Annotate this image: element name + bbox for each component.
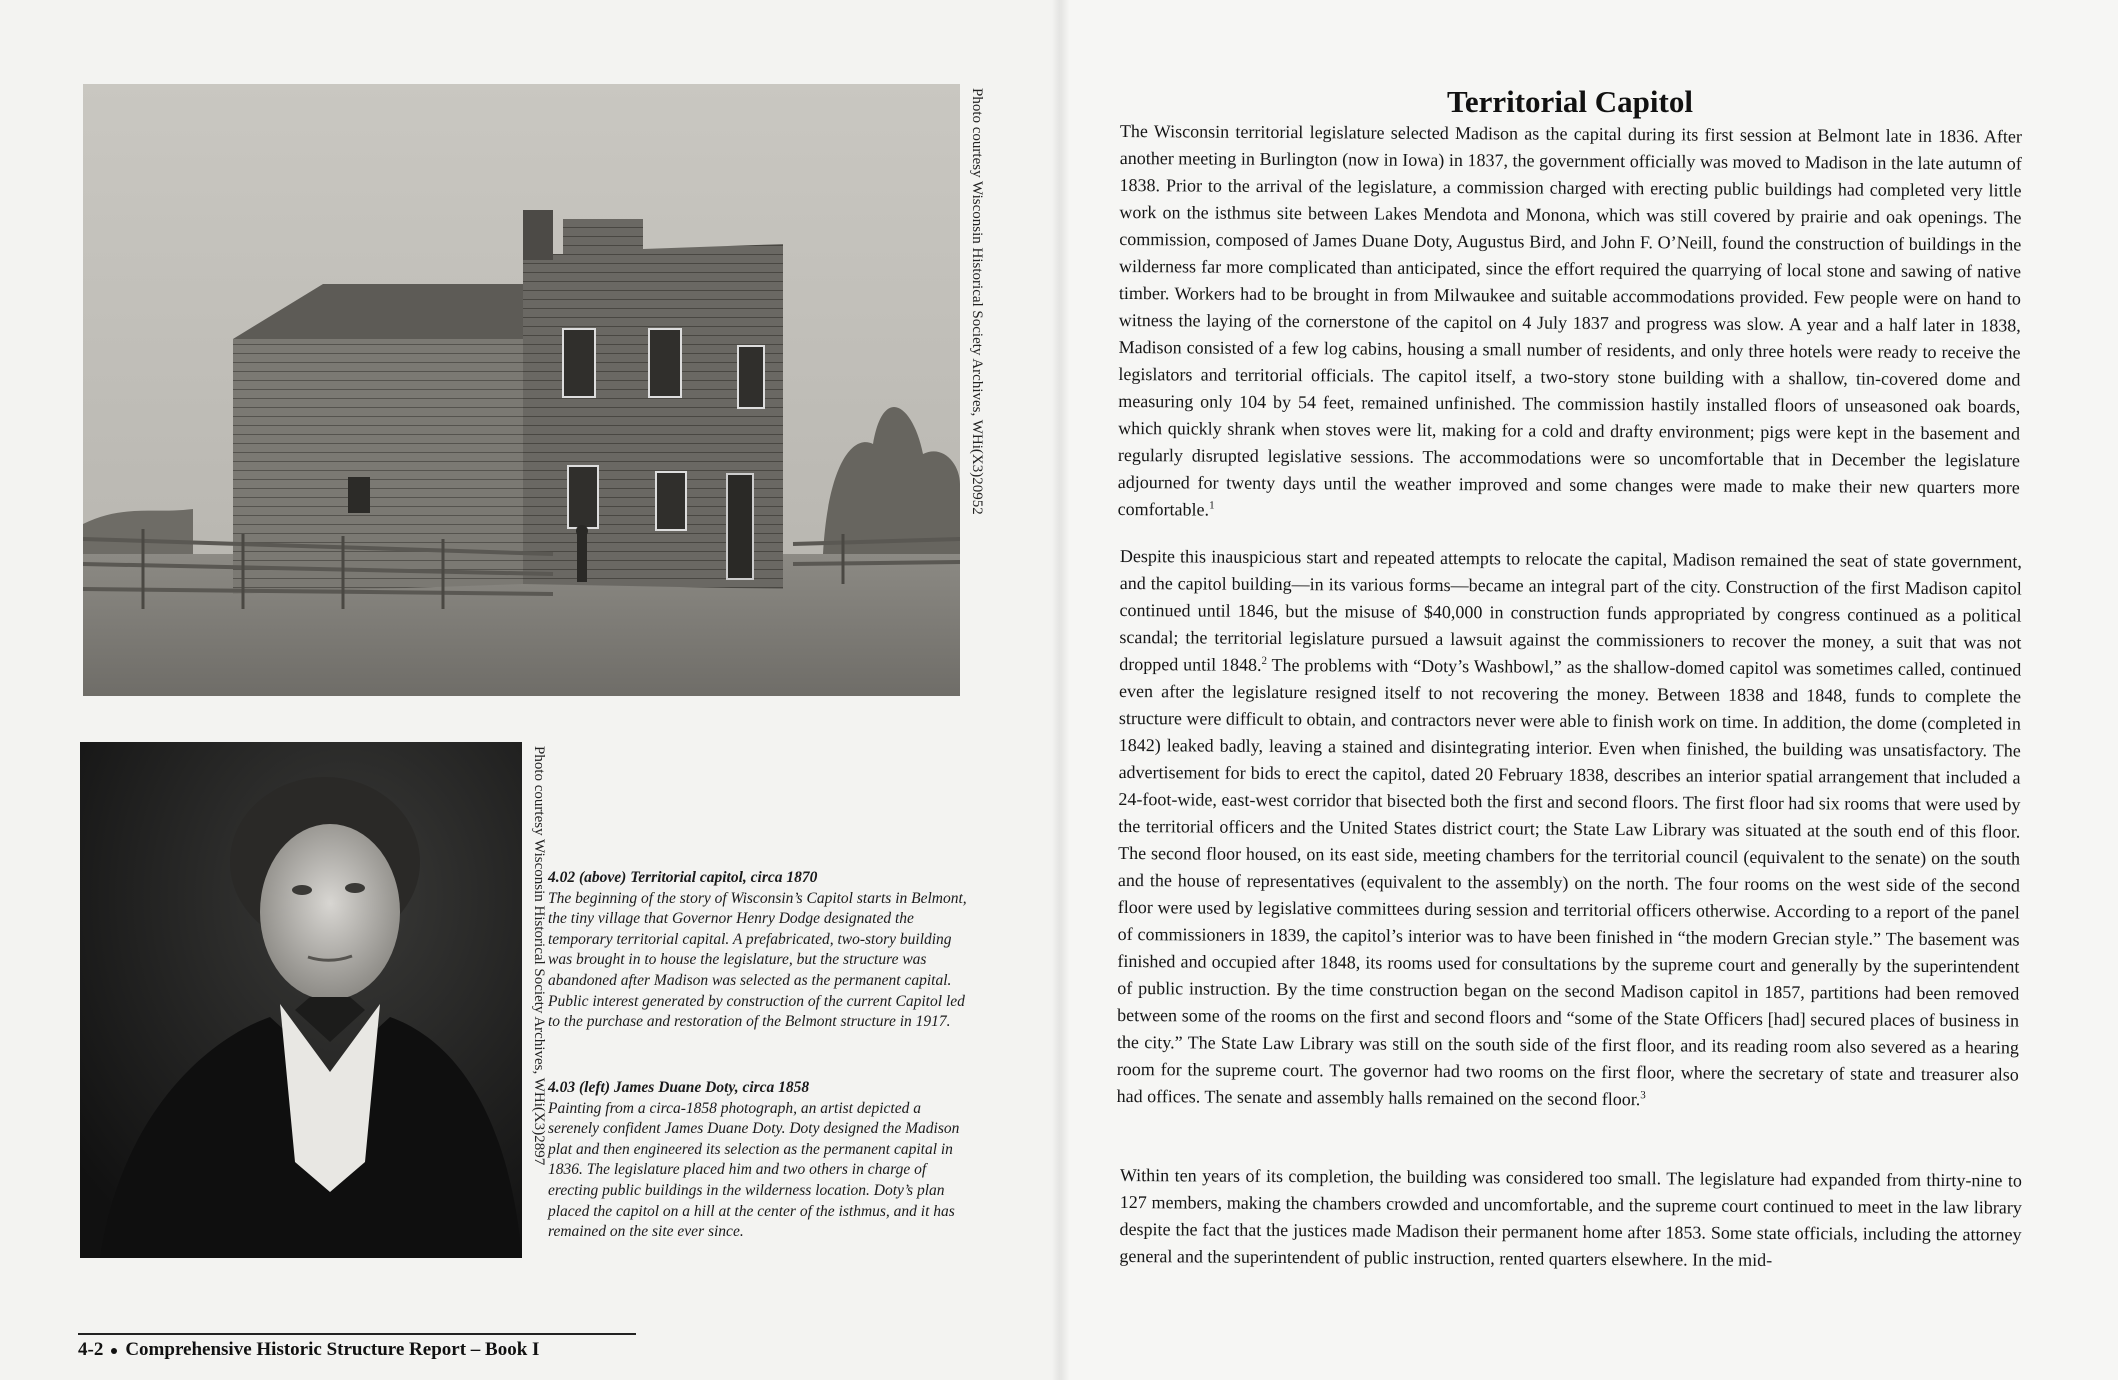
bullet-icon: [111, 1348, 117, 1354]
caption-territorial-capitol: [548, 868, 968, 1033]
caption-text: The beginning of the story of Wisconsin’s Capitol starts in Belmont, the tiny village that Governor Henry Dodge designated the temporary territorial capital. A prefabricated, two-story building was brought in to house the legislature, but the structure was abandoned after Madison was selected as the permanent capital. Public interest generated by construction of the current Capitol led to the purchase and restoration of the Belmont structure in 1917.: [548, 889, 967, 1031]
top-photo-credit: Photo courtesy Wisconsin Historical Society Archives, WHi(X3)20952: [969, 88, 985, 515]
body-paragraph-2: [1117, 543, 2022, 1115]
paragraph-text-continued: The problems with “Doty’s Washbowl,” as the shallow-domed capitol was sometimes called, continued even after the legislature resigned itself to not recovering the money. Between 1838 and 1848, funds to complete the structure were difficult to obtain, and contractors never were able to finish work on time. In addition, the dome (completed in 1842) leaked badly, leaving a stained and disintegrating interior. Even when finished, the building was unsatisfactory. The advertisement for bids to erect the capitol, dated 20 February 1838, describes an interior spatial arrangement that included a 24-foot-wide, east-west corridor that bisected both the first and second floors. The first floor had six rooms that were used by the territorial officers and the United States district court; the State Law Library was situated at the south end of this floor. The second floor housed, on its east side, meeting chambers for the territorial council (equivalent to the senate) on the south and the house of representatives (equivalent to the assembly) on the north. The four rooms on the west side of the second floor were used by legislative committees during session and territorial officers otherwise. According to a report of the panel of commissioners in 1839, the capitol’s interior was to have been finished in “the modern Grecian style.” The basement was finished and occupied after 1848, its rooms used for consultations by the supreme court and generally by the superintendent of public instruction. By the time construction began on the second Madison capitol in 1857, partitions had been removed between some of the rooms on the first and second floors and “some of the State Officers [had] secured places of business in the city.” The State Law Library was still on the south side of the first floor, and its reading room also severed as a hearing room for the supreme court. The governor had two rooms on the first floor, where the secretary of state and treasurer also had offices. The senate and assembly halls remained on the second floor.: [1116, 654, 2022, 1110]
report-title: Comprehensive Historic Structure Report – Book I: [125, 1339, 540, 1360]
footnote-marker: 2: [1261, 654, 1268, 667]
page-number: 4-2: [78, 1339, 104, 1360]
territorial-capitol-photo: [83, 84, 960, 696]
footnote-marker: 3: [1640, 1089, 1646, 1102]
doty-portrait: [80, 742, 522, 1258]
footer-rule: [78, 1333, 636, 1335]
caption-title: 4.03 (left) James Duane Doty, circa 1858: [548, 1079, 810, 1096]
caption-doty: [548, 1078, 968, 1243]
caption-text: Painting from a circa-1858 photograph, an artist depicted a serenely confident James Duane Doty. Doty designed the Madison plat and then engineered its selection as the permanent capital in 1836. The legislature placed him and two others in charge of erecting public buildings in the wilderness location. Doty’s plan placed the capitol on a hill at the center of the isthmus, and it has remained on the site ever since.: [548, 1099, 960, 1241]
body-paragraph-1: [1118, 118, 2022, 529]
page-footer: [78, 1339, 539, 1361]
portrait-photo-credit: Photo courtesy Wisconsin Historical Society Archives, WHi(X3)2897: [531, 746, 547, 1166]
footnote-marker: 1: [1209, 499, 1215, 512]
paragraph-text: The Wisconsin territorial legislature selected Madison as the capital during its first session at Belmont late in 1836. After another meeting in Burlington (now in Iowa) in 1837, the government officially was moved to Madison in the late autumn of 1838. Prior to the arrival of the legislature, a commission charged with erecting public buildings had completed very little work on the isthmus site between Lakes Mendota and Monona, which was still covered by prairie and oak openings. The commission, composed of James Duane Doty, Augustus Bird, and John F. O’Neill, found the construction of buildings in the wilderness far more complicated than anticipated, since the effort required the quarrying of local stone and sawing of native timber. Workers had to be brought in from Milwaukee and suitable accommodations provided. Few people were on hand to witness the laying of the cornerstone of the capitol on 4 July 1837 and progress was slow. A year and a half later in 1838, Madison consisted of a few log cabins, housing a small number of residents, and only three hotels were ready to receive the legislators and territorial officials. The capitol itself, a two-story stone building with a shallow, tin-covered dome and measuring only 104 by 54 feet, remained unfinished. The commission hastily installed floors of unseasoned oak boards, which quickly shrank when stoves were lit, making for a cold and drafty environment; pigs were kept in the basement and regularly disrupted legislative sessions. The accommodations were so uncomfortable that in December the legislature adjourned for twenty days until the weather improved and some changes were made to make their new quarters more comfortable.: [1117, 120, 2022, 520]
page-gutter: [1052, 0, 1070, 1380]
paragraph-text: Despite this inauspicious start and repeated attempts to relocate the capital, Madison remained the seat of state government, and the capitol building—in its various forms—became an integral part of the city. Construction of the first Madison capitol continued until 1846, but the misuse of $40,000 in construction funds appropriated by congress continued as a political scandal; the territorial legislature pursued a lawsuit against the commissioners to recover the money, a suit that was not dropped until 1848.: [1119, 545, 2022, 675]
paragraph-text: Within ten years of its completion, the building was considered too small. The legislature had expanded from thirty-nine to 127 members, making the chambers crowded and uncomfortable, and the supreme court continued to meet in the law library despite the fact that the justices made Madison their permanent home after 1853. Some state officials, including the attorney general and the superintendent of public instruction, rented quarters elsewhere. In the mid-: [1119, 1165, 2022, 1270]
body-paragraph-3: [1119, 1162, 2022, 1276]
section-heading: Territorial Capitol: [1447, 84, 1693, 119]
caption-title: 4.02 (above) Territorial capitol, circa 1870: [548, 869, 818, 886]
